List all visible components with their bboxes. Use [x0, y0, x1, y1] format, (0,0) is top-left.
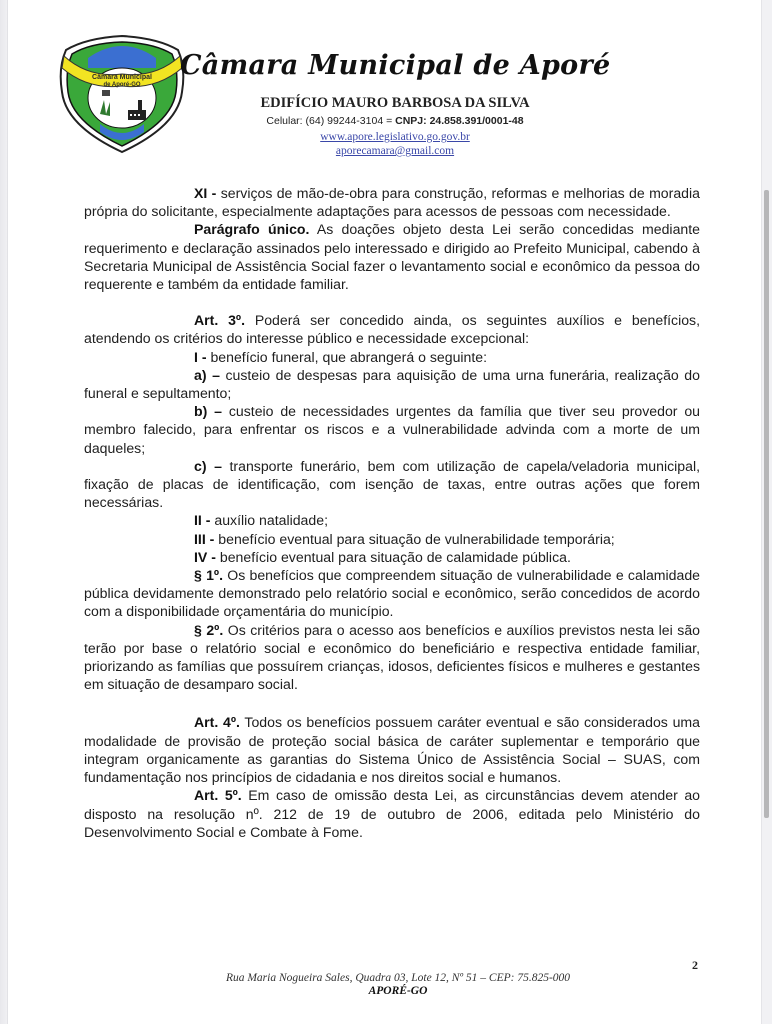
cnpj-number: 24.858.391/0001-48: [429, 115, 524, 127]
paragraph-text: benefício eventual para situação de vulnerabilidade temporária;: [214, 530, 615, 547]
paragraph-text: custeio de despesas para aquisição de uma urna funerária, realização do funeral e sepultamento;: [84, 366, 700, 402]
paragraph-unique: [84, 220, 700, 293]
paragraph-lead: c) –: [194, 457, 222, 474]
paragraph-text: Os benefícios que compreendem situação de vulnerabilidade e calamidade pública devidamente demonstrado pelo relatório social e econômico, serão concedidos de acordo com a disponibilidade orçamentária do município.: [84, 567, 701, 620]
paragraph-text: auxílio natalidade;: [210, 512, 328, 529]
paragraph-lead: a) –: [194, 366, 220, 383]
article-3-item-a: [84, 366, 700, 402]
article-3-section-2: [84, 621, 700, 694]
paragraph-text: As doações objeto desta Lei serão concedidas mediante requerimento e declaração assinados pelo interessado e dirigido ao Prefeito Municipal, cabendo à Secretaria Municipal de Assistência Social fazer o levantamento social e econômico da pessoa do requerente e também da entidade familiar.: [84, 221, 700, 293]
scrollbar-thumb[interactable]: [764, 190, 769, 818]
paragraph-lead: Art. 4º.: [194, 714, 240, 731]
document-body: [84, 184, 700, 841]
phone-label: Celular:: [266, 115, 303, 127]
article-3: [84, 311, 700, 347]
article-3-item-b: [84, 402, 700, 457]
viewer-left-edge: [0, 0, 8, 1024]
paragraph-text: Os critérios para o acesso aos benefícios e auxílios previstos nesta lei são terão por base o relatório social e econômico do beneficiário e respectiva entidade familiar, priorizando as famílias que possuírem crianças, idosos, deficientes físicos e mulheres e gestantes em situação de desamparo social.: [84, 621, 700, 693]
page-number: 2: [692, 958, 698, 972]
paragraph-text: custeio de necessidades urgentes da família que tiver seu provedor ou membro falecido, para enfrentar os riscos e a vulnerabilidade advinda com a morte de um daqueles;: [84, 403, 701, 456]
cnpj-label: CNPJ:: [395, 115, 427, 127]
paragraph-lead: § 1º.: [194, 567, 223, 584]
paragraph-lead: Art. 3º.: [194, 312, 245, 329]
contact-line: [230, 115, 560, 127]
institution-title: Câmara Municipal de Aporé: [180, 50, 611, 81]
building-name: EDIFÍCIO MAURO BARBOSA DA SILVA: [260, 95, 530, 111]
paragraph-lead: XI -: [194, 185, 217, 201]
municipal-coat-of-arms-logo: [48, 28, 196, 156]
document-page: [8, 0, 760, 1024]
vertical-scrollbar[interactable]: [761, 0, 772, 1024]
paragraph-lead: b) –: [194, 403, 222, 420]
paragraph-text: serviços de mão-de-obra para construção, reformas e melhorias de moradia própria do solicitante, especialmente adaptações para acessos de pessoas com necessidade.: [84, 185, 700, 220]
article-3-item-iv: [84, 548, 700, 566]
article-3-item-i: [84, 348, 700, 366]
email-link[interactable]: aporecamara@gmail.com: [335, 145, 455, 157]
paragraph-lead: Parágrafo único.: [194, 221, 310, 238]
paragraph-lead: II -: [194, 512, 211, 529]
paragraph-text: benefício funeral, que abrangerá o seguinte:: [206, 348, 488, 365]
phone-number: (64) 99244-3104 =: [305, 115, 393, 127]
article-4: [84, 713, 700, 786]
paragraph-lead: I -: [194, 348, 207, 365]
article-3-item-iii: [84, 530, 700, 548]
logo-text-bottom: de Aporé-GO: [103, 82, 141, 88]
article-3-item-c: [84, 457, 700, 512]
footer-city: APORÉ-GO: [368, 985, 428, 997]
website-link[interactable]: www.apore.legislativo.go.gov.br: [320, 131, 470, 143]
article-3-section-1: [84, 566, 700, 621]
paragraph-text: transporte funerário, bem com utilização de capela/veladoria municipal, fixação de placas de identificação, com isenção de taxas, entre outras ações que forem necessárias.: [84, 457, 700, 511]
paragraph-text: Poderá ser concedido ainda, os seguintes auxílios e benefícios, atendendo os critérios do interesse público e necessidade excepcional:: [84, 312, 700, 347]
article-3-item-ii: [84, 511, 700, 529]
paragraph-item-xi: [84, 184, 700, 220]
article-5: [84, 786, 700, 841]
paragraph-text: Em caso de omissão desta Lei, as circunstâncias devem atender ao disposto na resolução nº. 212 de 19 de outubro de 2006, editada pelo Ministério do Desenvolvimento Social e Combate à Fome.: [84, 787, 700, 840]
paragraph-text: Todos os benefícios possuem caráter eventual e são considerados uma modalidade de provisão de proteção social básica de caráter suplementar e temporário que integram organicamente as garantias do Sistema Único de Assistência Social – SUAS, com fundamentação nos princípios de cidadania e nos direitos social e humanos.: [84, 714, 700, 786]
paragraph-lead: III -: [194, 530, 215, 547]
paragraph-lead: IV -: [194, 548, 216, 565]
footer-address: Rua Maria Nogueira Sales, Quadra 03, Lote 12, Nº 51 – CEP: 75.825-000: [225, 972, 571, 984]
paragraph-text: benefício eventual para situação de calamidade pública.: [215, 548, 571, 565]
logo-text-top: Câmara Municipal: [92, 74, 152, 81]
page-footer: [188, 972, 608, 998]
paragraph-lead: § 2º.: [194, 621, 224, 638]
paragraph-lead: Art. 5º.: [194, 787, 242, 804]
